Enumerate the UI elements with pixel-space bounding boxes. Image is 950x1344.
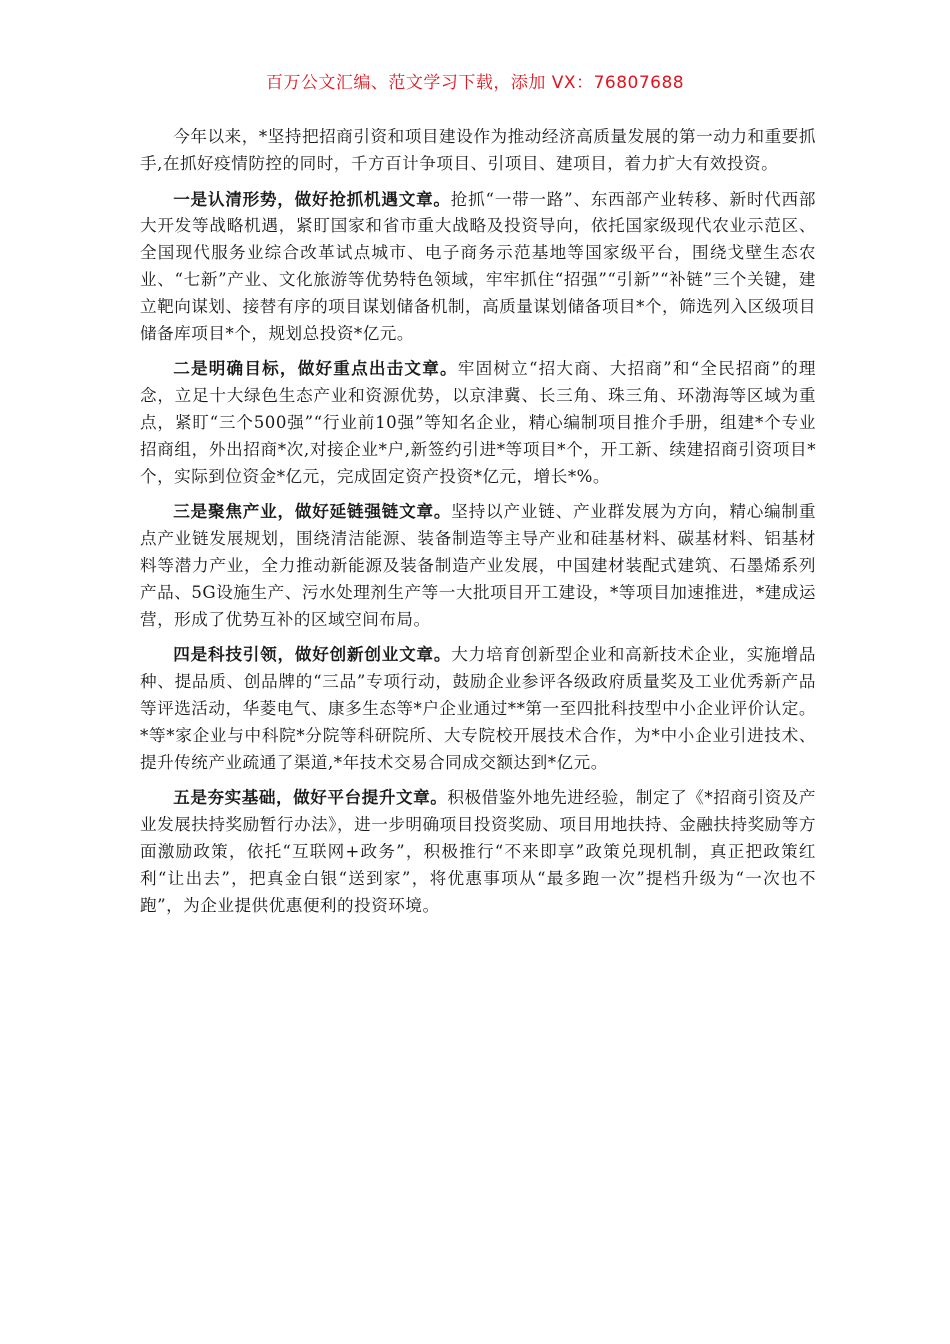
intro-paragraph [140, 124, 816, 178]
paragraph-5 [140, 785, 816, 919]
paragraph-heading: 四是科技引领，做好创新创业文章。 [173, 645, 452, 665]
paragraph-text: 大力培育创新型企业和高新技术企业，实施增品种、提品质、创品牌的“三品”专项行动，鼓励企业参评各级政府质量奖及工业优秀新产品等评选活动，华菱电气、康多生态等*户企业通过**第一至四批科技型中小企业评价认定。*等*家企业与中科院*分院等科研院所、大专院校开展技术合作，为*中小企业引进技术、提升传统产业疏通了渠道,*年技术交易合同成交额达到*亿元。 [140, 645, 817, 772]
paragraph-heading: 二是明确目标，做好重点出击文章。 [173, 359, 458, 379]
paragraph-4 [140, 642, 816, 776]
paragraph-text: 抢抓“一带一路”、东西部产业转移、新时代西部大开发等战略机遇，紧盯国家和省市重大战略及投资导向，依托国家级现代农业示范区、全国现代服务业综合改革试点城市、电子商务示范基地等国家级平台，围绕戈壁生态农业、“七新”产业、文化旅游等优势特色领域，牢牢抓住“招强”“引新”“补链”三个关键，建立靶向谋划、接替有序的项目谋划储备机制，高质量谋划储备项目*个，筛选列入区级项目储备库项目*个，规划总投资*亿元。 [140, 189, 816, 343]
watermark-header: 百万公文汇编、范文学习下载，添加 VX：76807688 [265, 73, 685, 93]
paragraph-text: 坚持以产业链、产业群发展为方向，精心编制重点产业链发展规划，围绕清洁能源、装备制造等主导产业和硅基材料、碳基材料、铝基材料等潜力产业，全力推动新能源及装备制造产业发展，中国建材装配式建筑、石墨烯系列产品、5G设施生产、污水处理剂生产等一大批项目开工建设，*等项目加速推进，*建成运营，形成了优势互补的区域空间布局。 [140, 502, 817, 629]
paragraph-heading: 一是认清形势，做好抢抓机遇文章。 [173, 189, 451, 209]
paragraph-text: 积极借鉴外地先进经验，制定了《*招商引资及产业发展扶持奖励暂行办法》，进一步明确项目投资奖励、项目用地扶持、金融扶持奖励等方面激励政策，依托“互联网+政务”，积极推行“不来即享”政策兑现机制，真正把政策红利“让出去”，把真金白银“送到家”，将优惠事项从“最多跑一次”提档升级为“一次也不跑”，为企业提供优惠便利的投资环境。 [140, 788, 817, 915]
paragraph-text: 牢固树立“招大商、大招商”和“全民招商”的理念，立足十大绿色生态产业和资源优势，以京津冀、长三角、珠三角、环渤海等区域为重点，紧盯“三个500强”“行业前10强”等知名企业，精心编制项目推介手册，组建*个专业招商组，外出招商*次,对接企业*户,新签约引进*等项目*个，开工新、续建招商引资项目*个，实际到位资金*亿元，完成固定资产投资*亿元，增长*%。 [140, 359, 816, 486]
paragraph-heading: 三是聚焦产业，做好延链强链文章。 [173, 502, 452, 522]
paragraph-2 [140, 356, 816, 490]
document-body [140, 124, 816, 928]
paragraph-3 [140, 499, 816, 633]
paragraph-heading: 五是夯实基础，做好平台提升文章。 [173, 788, 448, 808]
paragraph-1 [140, 187, 816, 348]
paragraph-text: 今年以来，*坚持把招商引资和项目建设作为推动经济高质量发展的第一动力和重要抓手,在抓好疫情防控的同时，千方百计争项目、引项目、建项目，着力扩大有效投资。 [140, 127, 816, 173]
